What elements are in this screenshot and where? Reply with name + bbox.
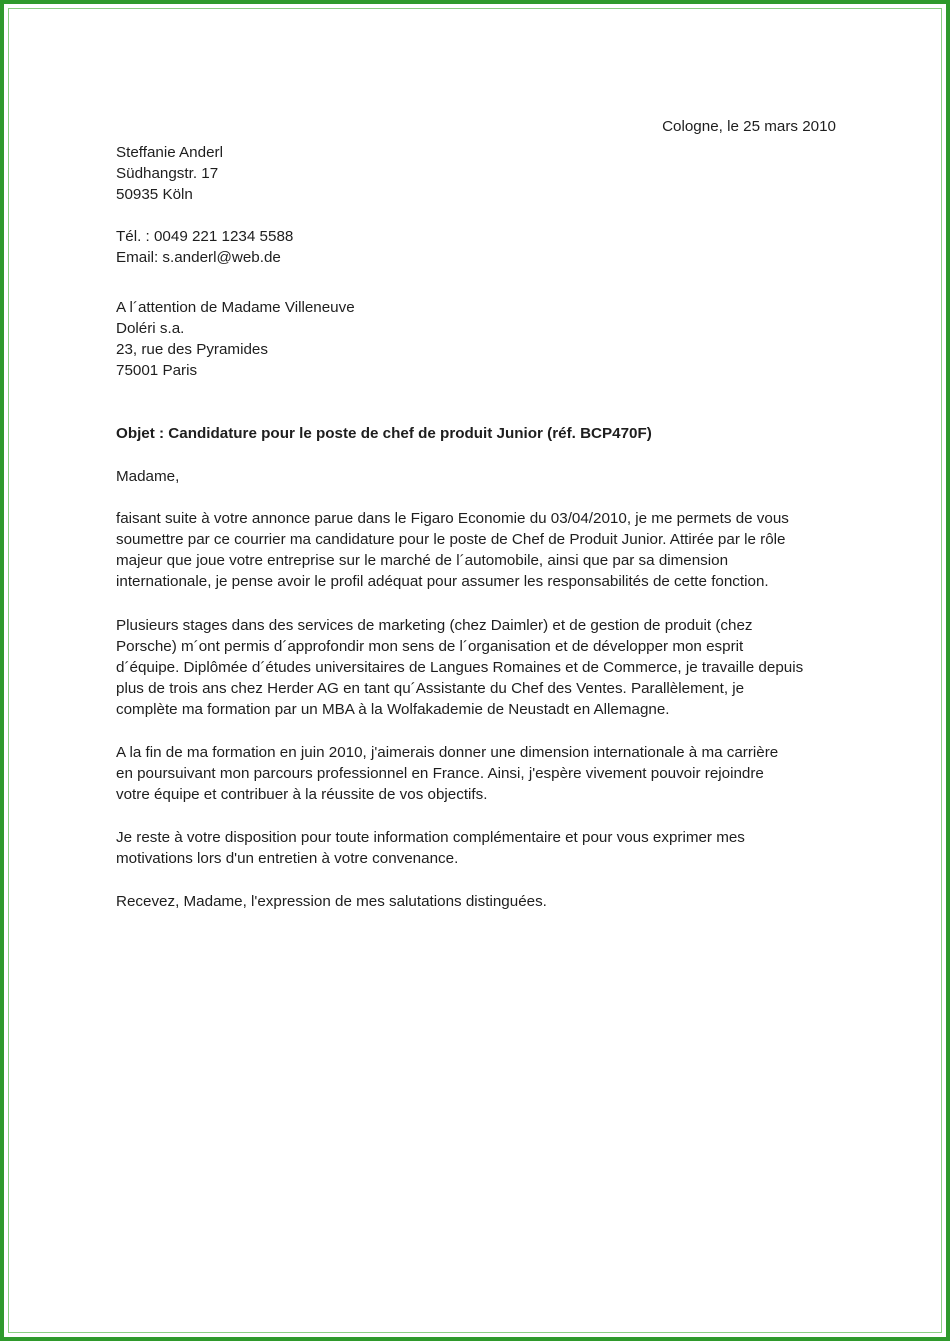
sender-email: Email: s.anderl@web.de (116, 249, 281, 266)
sender-city: 50935 Köln (116, 186, 193, 203)
letter-date: Cologne, le 25 mars 2010 (662, 118, 836, 135)
paragraph-line: A la fin de ma formation en juin 2010, j'aimerais donner une dimension internationale à ma carrière (116, 744, 779, 761)
letter-subject: Objet : Candidature pour le poste de chef de produit Junior (réf. BCP470F) (116, 425, 652, 442)
paragraph-4 (116, 827, 836, 869)
paragraph-2 (116, 615, 836, 720)
sender-street: Südhangstr. 17 (116, 165, 219, 182)
paragraph-line: internationale, je pense avoir le profil adéquat pour assumer les responsabilités de cette fonction. (116, 573, 769, 590)
paragraph-line: Porsche) m´ont permis d´approfondir mon sens de l´organisation et de développer mon esprit (116, 638, 744, 655)
paragraph-line: soumettre par ce courrier ma candidature pour le poste de Chef de Produit Junior. Attirée par le rôle (116, 531, 786, 548)
paragraph-1 (116, 508, 836, 592)
paragraph-line: en poursuivant mon parcours professionnel en France. Ainsi, j'espère vivement pouvoir rejoindre (116, 765, 764, 782)
recipient-city: 75001 Paris (116, 362, 198, 379)
paragraph-line: Je reste à votre disposition pour toute information complémentaire et pour vous exprimer mes (116, 829, 745, 846)
paragraph-3 (116, 742, 836, 805)
paragraph-line: complète ma formation par un MBA à la Wolfakademie de Neustadt en Allemagne. (116, 701, 670, 718)
paragraph-line: votre équipe et contribuer à la réussite de vos objectifs. (116, 786, 488, 803)
recipient-company: Doléri s.a. (116, 320, 185, 337)
paragraph-line: faisant suite à votre annonce parue dans le Figaro Economie du 03/04/2010, je me permets de vous (116, 510, 789, 527)
paragraph-line: plus de trois ans chez Herder AG en tant qu´Assistante du Chef des Ventes. Parallèlement, je (116, 680, 745, 697)
letter-salutation: Madame, (116, 468, 180, 485)
recipient-street: 23, rue des Pyramides (116, 341, 268, 358)
paragraph-line: motivations lors d'un entretien à votre convenance. (116, 850, 459, 867)
paragraph-line: Plusieurs stages dans des services de marketing (chez Daimler) et de gestion de produit (chez (116, 617, 753, 634)
paragraph-line: d´équipe. Diplômée d´études universitaires de Langues Romaines et de Commerce, je travaille depuis (116, 659, 804, 676)
sender-name: Steffanie Anderl (116, 144, 223, 161)
sender-phone: Tél. : 0049 221 1234 5588 (116, 228, 294, 245)
letter-closing: Recevez, Madame, l'expression de mes salutations distinguées. (116, 893, 547, 910)
paragraph-line: majeur que joue votre entreprise sur le marché de l´automobile, ainsi que par sa dimension (116, 552, 729, 569)
recipient-attention: A l´attention de Madame Villeneuve (116, 299, 355, 316)
